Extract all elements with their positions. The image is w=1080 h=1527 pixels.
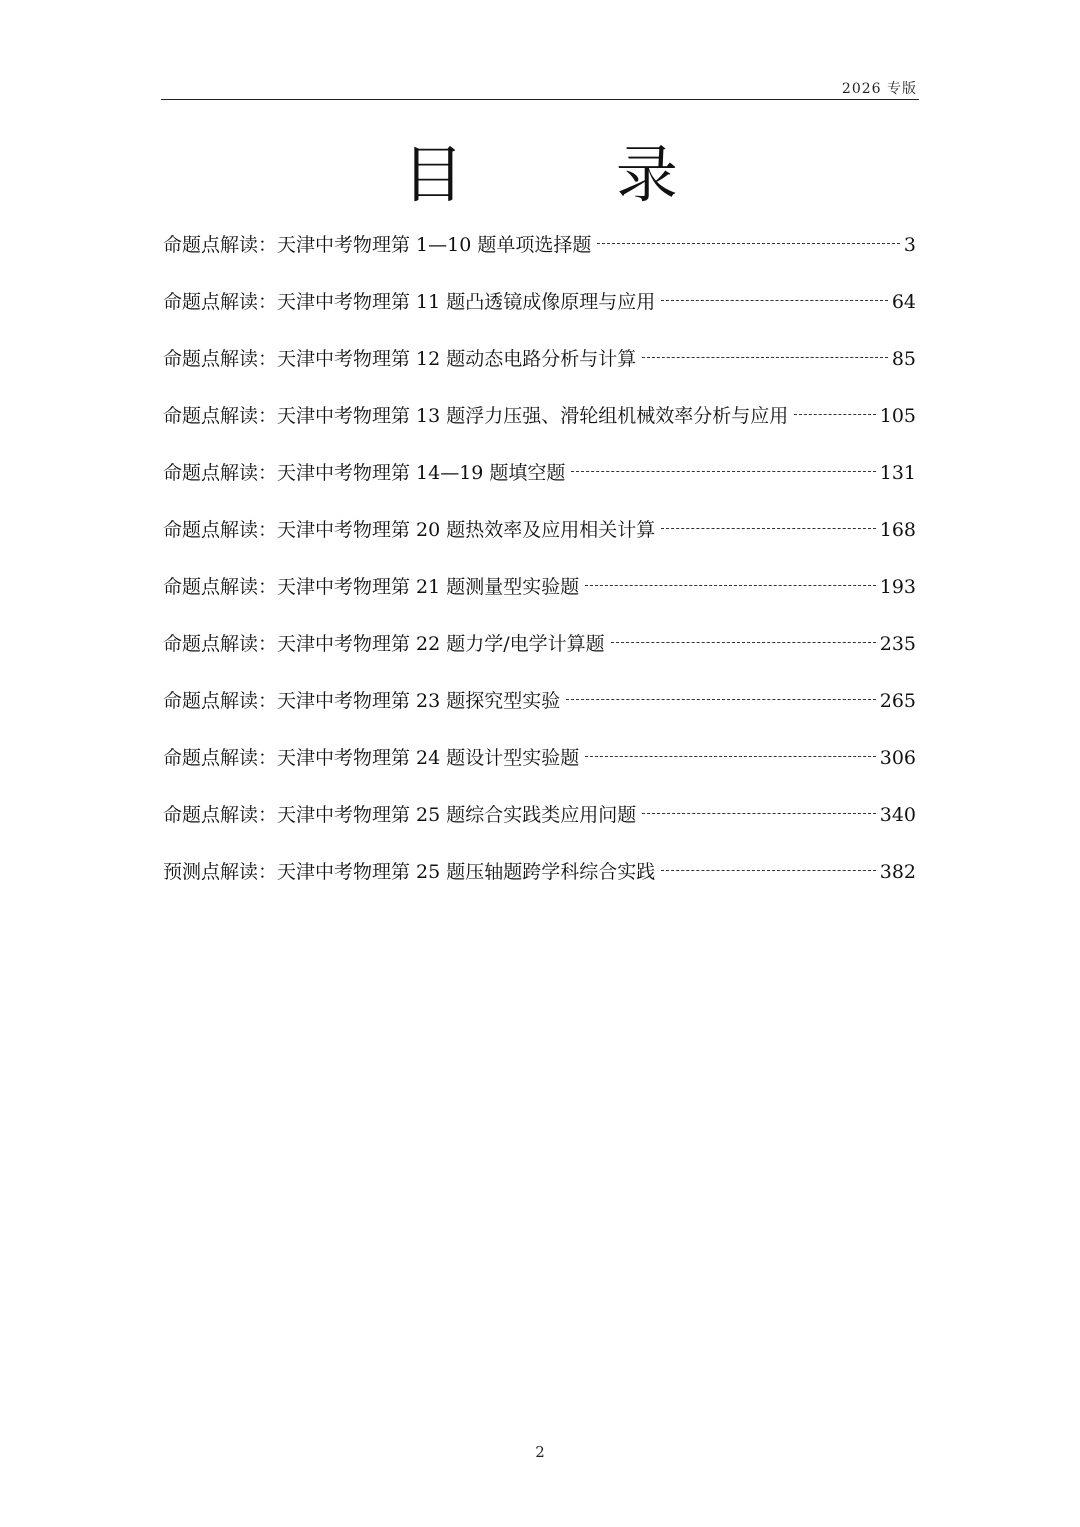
toc-dash-leader [597,231,900,251]
toc-entry[interactable] [163,340,916,397]
toc-dash-leader [571,459,875,479]
toc-entry[interactable] [163,682,916,739]
toc-dash-leader [661,288,888,308]
toc-dash-leader [642,801,875,821]
toc-dash-leader [585,744,875,764]
toc-dash-leader [585,573,875,593]
toc-entry-page: 85 [891,348,916,370]
toc-entry-title: 命题点解读：天津中考物理第 23 题探究型实验 [163,690,561,712]
toc-entry-page: 340 [879,804,916,826]
toc-entry-title: 命题点解读：天津中考物理第 24 题设计型实验题 [163,747,580,769]
toc-entry-page: 265 [879,690,916,712]
toc-title: 目 录 [402,138,744,211]
toc-entry[interactable] [163,853,916,910]
toc-entry-page: 193 [879,576,916,598]
toc-dash-leader [566,687,875,707]
toc-entry-title: 命题点解读：天津中考物理第 14—19 题填空题 [163,462,566,484]
toc-entry[interactable] [163,397,916,454]
toc-entry-title: 命题点解读：天津中考物理第 1—10 题单项选择题 [163,234,592,256]
toc-entry[interactable] [163,568,916,625]
toc-entry-title: 命题点解读：天津中考物理第 22 题力学/电学计算题 [163,633,605,655]
toc-list [163,226,916,910]
toc-entry-page: 235 [879,633,916,655]
toc-entry-page: 105 [879,405,916,427]
toc-entry-title: 命题点解读：天津中考物理第 12 题动态电路分析与计算 [163,348,637,370]
toc-entry-page: 168 [879,519,916,541]
toc-entry-title: 命题点解读：天津中考物理第 21 题测量型实验题 [163,576,580,598]
toc-entry[interactable] [163,739,916,796]
toc-dash-leader [611,630,876,650]
edition-label: 2026 专版 [841,81,917,97]
toc-entry-title: 命题点解读：天津中考物理第 20 题热效率及应用相关计算 [163,519,656,541]
toc-entry-page: 131 [879,462,916,484]
toc-dash-leader [642,345,888,365]
toc-entry-page: 3 [903,234,916,256]
toc-entry[interactable] [163,454,916,511]
toc-entry-title: 命题点解读：天津中考物理第 13 题浮力压强、滑轮组机械效率分析与应用 [163,405,789,427]
toc-dash-leader [794,402,875,422]
toc-dash-leader [661,516,875,536]
toc-entry[interactable] [163,625,916,682]
toc-entry[interactable] [163,283,916,340]
toc-entry-title: 命题点解读：天津中考物理第 11 题凸透镜成像原理与应用 [163,291,656,313]
toc-entry-title: 命题点解读：天津中考物理第 25 题综合实践类应用问题 [163,804,637,826]
toc-entry-page: 306 [879,747,916,769]
toc-entry[interactable] [163,511,916,568]
header-divider [161,99,919,100]
toc-entry[interactable] [163,226,916,283]
toc-dash-leader [661,858,875,878]
toc-entry-title: 预测点解读：天津中考物理第 25 题压轴题跨学科综合实践 [163,861,656,883]
toc-entry[interactable] [163,796,916,853]
toc-entry-page: 64 [891,291,916,313]
page-number: 2 [535,1443,545,1461]
toc-entry-page: 382 [879,861,916,883]
